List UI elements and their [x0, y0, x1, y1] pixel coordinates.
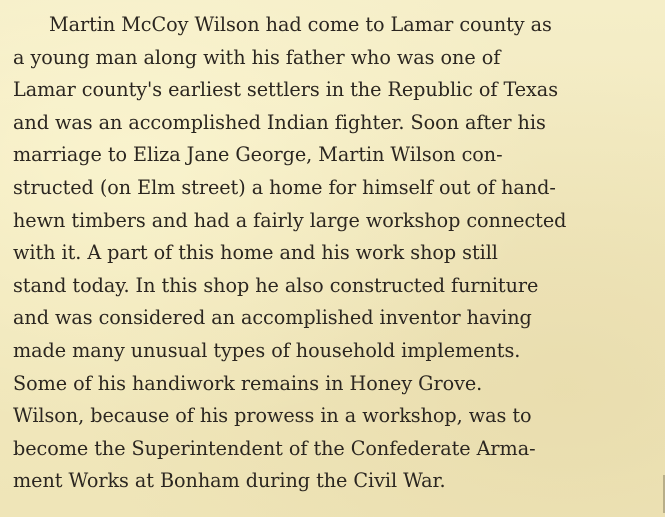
text-line-15: ment Works at Bonham during the Civil War. — [13, 469, 446, 493]
text-line-4: and was an accomplished Indian fighter. Soon after his — [13, 110, 546, 134]
text-line-8: with it. A part of this home and his work shop still — [13, 241, 498, 265]
text-line-11: made many unusual types of household implements. — [13, 338, 521, 362]
text-line-5: marriage to Eliza Jane George, Martin Wilson con- — [13, 143, 503, 167]
text-line-2: a young man along with his father who was one of — [13, 45, 501, 69]
text-line-1: Martin McCoy Wilson had come to Lamar county as — [49, 13, 552, 36]
text-line-6: structed (on Elm street) a home for himself out of hand- — [13, 175, 556, 199]
text-line-14: become the Superintendent of the Confederate Arma- — [13, 436, 536, 460]
text-line-12: Some of his handiwork remains in Honey Grove. — [13, 371, 483, 395]
text-line-10: and was considered an accomplished inventor having — [13, 306, 532, 330]
text-line-7: hewn timbers and had a fairly large workshop connected — [13, 208, 567, 232]
text-line-13: Wilson, because of his prowess in a workshop, was to — [13, 404, 532, 428]
article-paragraph — [13, 9, 663, 498]
text-line-3: Lamar county's earliest settlers in the Republic of Texas — [13, 78, 558, 102]
text-line-9: stand today. In this shop he also constructed furniture — [13, 273, 539, 297]
